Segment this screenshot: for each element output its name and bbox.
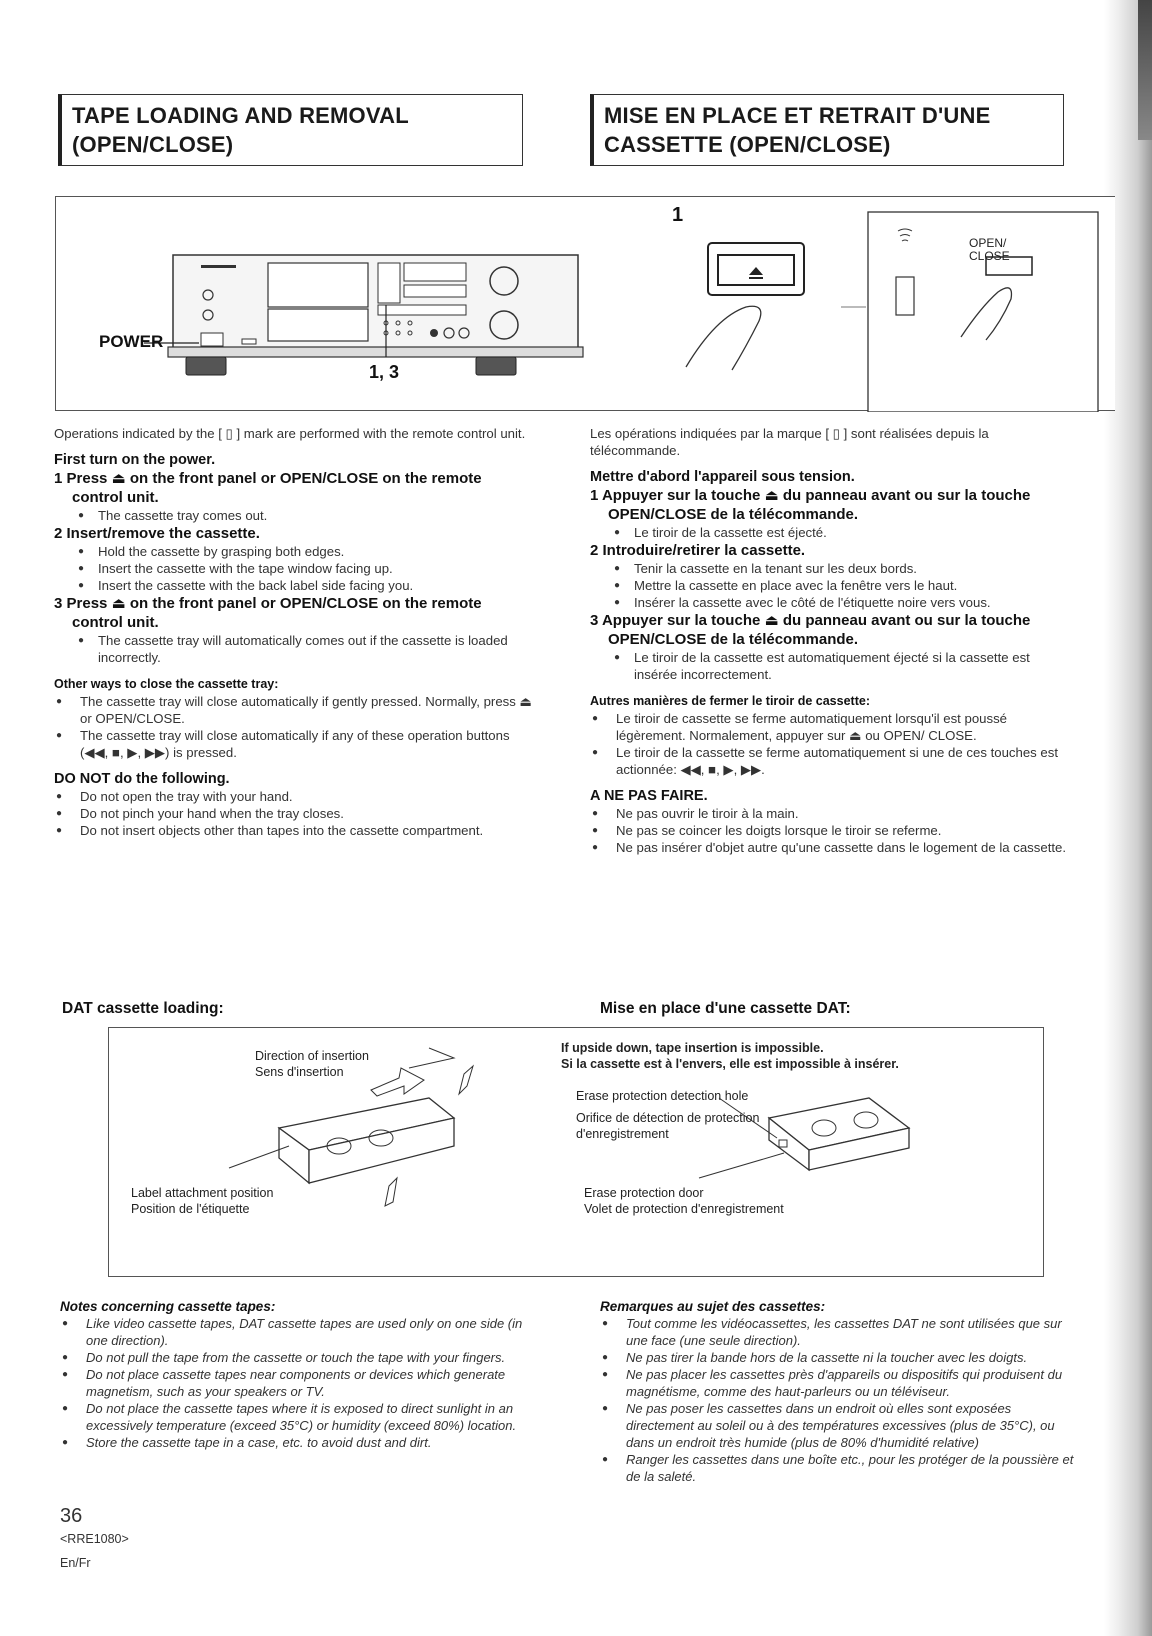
page-corner-shadow	[1138, 0, 1152, 140]
note-item-en: ● Do not pull the tape from the cassette or touch the tape with your fingers.	[60, 1349, 540, 1366]
other-ways-item-en: ● The cassette tray will close automatically if gently pressed. Normally, press ⏏ or OPEN/CLOSE.	[54, 693, 534, 727]
figure-open-close	[55, 196, 1115, 411]
dat-title-fr: Mise en place d'une cassette DAT:	[600, 1000, 851, 1017]
remote-note-en: Operations indicated by the [ ▯ ] mark are performed with the remote control unit.	[54, 426, 526, 441]
callout-step-1: 1	[672, 204, 684, 226]
step-2-en: 2 Insert/remove the cassette.	[54, 525, 260, 542]
dat-title-en: DAT cassette loading:	[62, 1000, 224, 1017]
step-2-fr: 2 Introduire/retirer la cassette.	[590, 542, 806, 559]
direction-label: Direction of insertion Sens d'insertion	[255, 1049, 369, 1079]
first-turn-en: First turn on the power.	[54, 452, 216, 468]
step-1-bullet-en: ● The cassette tray comes out.	[54, 507, 534, 524]
other-ways-item-fr: ● Le tiroir de la cassette se ferme automatiquement si une de ces touches est actionnée: ◀◀, ■, ▶, ▶▶.	[590, 744, 1070, 778]
note-item-en: ● Do not place the cassette tapes where it is exposed to direct sunlight in an excessively temperature (exceed 35°C) or humidity (exceed 80%) location.	[60, 1400, 540, 1434]
do-not-item-en: ● Do not insert objects other than tapes into the cassette compartment.	[54, 822, 534, 839]
document-code: <RRE1080>	[60, 1532, 129, 1546]
english-column	[54, 425, 534, 839]
step-3-en: 3 Press ⏏ on the front panel or OPEN/CLOSE on the remote control unit.	[54, 595, 482, 631]
do-not-title-fr: A NE PAS FAIRE.	[590, 788, 708, 804]
notes-en	[60, 1298, 540, 1451]
note-item-en: ● Like video cassette tapes, DAT cassette tapes are used only on one side (in one direction).	[60, 1315, 540, 1349]
page-number: 36	[60, 1505, 83, 1527]
other-ways-title-en: Other ways to close the cassette tray:	[54, 677, 279, 691]
note-item-fr: ● Ne pas tirer la bande hors de la cassette ni la toucher avec les doigts.	[600, 1349, 1078, 1366]
upside-down-warning: If upside down, tape insertion is impossible. Si la cassette est à l'envers, elle est impossible à insérer.	[561, 1041, 899, 1071]
heading-en: TAPE LOADING AND REMOVAL (OPEN/CLOSE)	[58, 94, 523, 166]
french-column	[590, 425, 1070, 856]
note-item-fr: ● Ranger les cassettes dans une boîte etc., pour les protéger de la poussière et de la saleté.	[600, 1451, 1078, 1485]
other-ways-item-en: ● The cassette tray will close automatically if any of these operation buttons (◀◀, ■, ▶, ▶▶) is pressed.	[54, 727, 534, 761]
step-2-bullet-fr: ● Insérer la cassette avec le côté de l'étiquette noire vers vous.	[590, 594, 1070, 611]
do-not-item-fr: ● Ne pas ouvrir le tiroir à la main.	[590, 805, 1070, 822]
open-close-label: OPEN/ CLOSE	[969, 236, 1010, 263]
first-turn-fr: Mettre d'abord l'appareil sous tension.	[590, 469, 855, 485]
note-item-en: ● Do not place cassette tapes near components or devices which generate magnetism, such as your speakers or TV.	[60, 1366, 540, 1400]
remote-note-fr: Les opérations indiquées par la marque [ ▯ ] sont réalisées depuis la télécommande.	[590, 426, 989, 458]
callout-steps-1-3: 1, 3	[369, 362, 400, 382]
step-1-fr: 1 Appuyer sur la touche ⏏ du panneau avant ou sur la touche OPEN/CLOSE de la télécommande.	[590, 487, 1031, 523]
other-ways-item-fr: ● Le tiroir de cassette se ferme automatiquement lorsqu'il est poussé légèrement. Normalement, appuyer sur ⏏ ou OPEN/ CLOSE.	[590, 710, 1070, 744]
step-2-bullet-en: ● Insert the cassette with the tape window facing up.	[54, 560, 534, 577]
note-item-fr: ● Ne pas placer les cassettes près d'appareils ou dispositifs qui produisent du magnétisme, comme des haut-parleurs ou un téléviseur.	[600, 1366, 1078, 1400]
step-2-bullet-fr: ● Mettre la cassette en place avec la fenêtre vers le haut.	[590, 577, 1070, 594]
note-item-en: ● Store the cassette tape in a case, etc. to avoid dust and dirt.	[60, 1434, 540, 1451]
step-1-en: 1 Press ⏏ on the front panel or OPEN/CLOSE on the remote control unit.	[54, 470, 482, 506]
step-2-bullet-en: ● Hold the cassette by grasping both edges.	[54, 543, 534, 560]
step-2-bullet-en: ● Insert the cassette with the back label side facing you.	[54, 577, 534, 594]
label-position-label: Label attachment position Position de l'étiquette	[131, 1186, 274, 1216]
heading-fr: MISE EN PLACE ET RETRAIT D'UNE CASSETTE (OPEN/CLOSE)	[590, 94, 1064, 166]
notes-title-fr: Remarques au sujet des cassettes:	[600, 1299, 826, 1314]
do-not-item-en: ● Do not open the tray with your hand.	[54, 788, 534, 805]
dat-deck-illustration	[56, 197, 1116, 412]
figure-dat-loading	[108, 1027, 1044, 1277]
erase-door-label: Erase protection door Volet de protection d'enregistrement	[584, 1186, 784, 1216]
note-item-fr: ● Tout comme les vidéocassettes, les cassettes DAT ne sont utilisées que sur une face (une seule direction).	[600, 1315, 1078, 1349]
do-not-item-en: ● Do not pinch your hand when the tray closes.	[54, 805, 534, 822]
notes-title-en: Notes concerning cassette tapes:	[60, 1299, 276, 1314]
language-code: En/Fr	[60, 1556, 91, 1570]
do-not-item-fr: ● Ne pas se coincer les doigts lorsque le tiroir se referme.	[590, 822, 1070, 839]
step-3-bullet-fr: ● Le tiroir de la cassette est automatiquement éjecté si la cassette est insérée incorrectement.	[590, 649, 1070, 683]
do-not-title-en: DO NOT do the following.	[54, 771, 230, 787]
step-3-fr: 3 Appuyer sur la touche ⏏ du panneau avant ou sur la touche OPEN/CLOSE de la télécommande.	[590, 612, 1031, 648]
notes-fr	[600, 1298, 1078, 1485]
do-not-item-fr: ● Ne pas insérer d'objet autre qu'une cassette dans le logement de la cassette.	[590, 839, 1070, 856]
step-3-bullet-en: ● The cassette tray will automatically comes out if the cassette is loaded incorrectly.	[54, 632, 534, 666]
erase-hole-label: Erase protection detection hole Orifice de détection de protection d'enregistrement	[576, 1089, 760, 1141]
step-2-bullet-fr: ● Tenir la cassette en la tenant sur les deux bords.	[590, 560, 1070, 577]
step-1-bullet-fr: ● Le tiroir de la cassette est éjecté.	[590, 524, 1070, 541]
power-label: POWER	[99, 332, 164, 351]
note-item-fr: ● Ne pas poser les cassettes dans un endroit où elles sont exposées directement au soleil ou à des températures excessives (plus de 35°C), ou dans un endroit très humide (plus de 80% d'humidité relative)	[600, 1400, 1078, 1451]
other-ways-title-fr: Autres manières de fermer le tiroir de cassette:	[590, 694, 870, 708]
